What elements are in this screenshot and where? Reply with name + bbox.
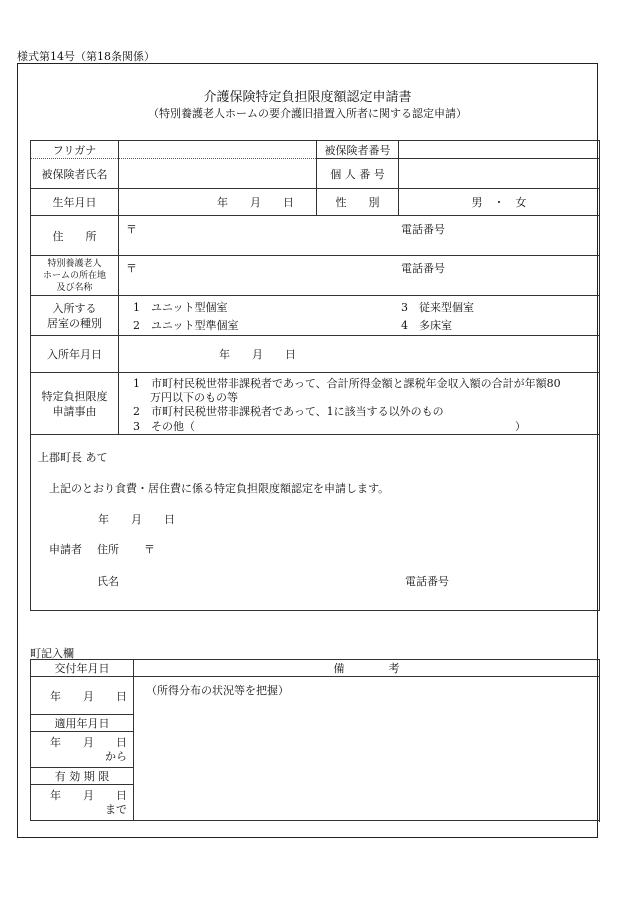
reason-option-3-close: ） (515, 420, 526, 433)
valid-period-input[interactable] (31, 785, 134, 821)
declaration-date[interactable]: 年 月 日 (98, 513, 175, 526)
address-postal-mark: 〒 (126, 223, 137, 236)
application-table (30, 140, 600, 611)
reason-options (119, 373, 600, 435)
office-use-heading: 町記入欄 (30, 647, 74, 660)
reason-option-3[interactable]: 3 その他（ (133, 420, 195, 433)
reason-option-2[interactable]: 2 市町村民税世帯非課税者であって、1に該当する以外のもの (133, 405, 444, 418)
facility-label-line3: 及び名称 (56, 282, 93, 293)
room-type-label-line2: 居室の種別 (47, 316, 102, 330)
remarks-label: 備 考 (134, 660, 600, 677)
facility-postal-mark: 〒 (126, 262, 137, 275)
form-number: 様式第14号（第18条関係） (17, 50, 155, 63)
applicant-label: 申請者 (49, 543, 82, 556)
applicant-phone-label: 電話番号 (405, 575, 449, 588)
personal-number-label: 個 人 番 号 (317, 159, 399, 189)
insured-number-label: 被保険者番号 (317, 141, 399, 159)
declaration-statement: 上記のとおり食費・居住費に係る特定負担限度額認定を申請します。 (49, 482, 390, 495)
sex-options[interactable]: 男 ・ 女 (399, 189, 600, 216)
reason-label-line1: 特定負担限度 (41, 389, 108, 403)
room-type-label (31, 296, 119, 336)
room-option-1[interactable]: 1 ユニット型個室 (133, 301, 228, 314)
facility-label-line1: 特別養護老人 (47, 258, 102, 269)
admission-date-input[interactable]: 年 月 日 (119, 336, 600, 373)
reason-label-line2: 申請事由 (52, 404, 97, 418)
reason-option-1[interactable]: 1 市町村民税世帯非課税者であって、合計所得金額と課税年金収入額の合計が年額80 (133, 377, 561, 390)
insured-name-input[interactable] (119, 159, 317, 189)
reason-label (31, 373, 119, 435)
room-type-options (119, 296, 600, 336)
facility-label (31, 256, 119, 296)
room-type-label-line1: 入所する (52, 301, 97, 315)
room-option-2[interactable]: 2 ユニット型準個室 (133, 319, 239, 332)
room-option-3[interactable]: 3 従来型個室 (401, 301, 474, 314)
apply-date-label: 適用年月日 (31, 715, 134, 732)
applicant-name-label: 氏名 (97, 575, 119, 588)
admission-date-label: 入所年月日 (31, 336, 119, 373)
address-phone-label: 電話番号 (401, 223, 445, 236)
form-subtitle: （特別養護老人ホームの要介護旧措置入所者に関する認定申請） (148, 107, 467, 120)
sex-label: 性 別 (317, 189, 399, 216)
remarks-note: （所得分布の状況等を把握） (146, 684, 289, 697)
office-use-table (30, 659, 600, 821)
birth-date-input[interactable]: 年 月 日 (119, 189, 317, 216)
insured-number-input[interactable] (399, 141, 600, 159)
facility-input[interactable] (119, 256, 600, 296)
address-input[interactable] (119, 216, 600, 256)
applicant-address-label: 住所 (97, 543, 119, 556)
apply-date-ymd: 年 月 日 (50, 735, 127, 749)
issue-date-label: 交付年月日 (31, 660, 134, 677)
apply-date-from: から (105, 749, 127, 763)
facility-phone-label: 電話番号 (401, 262, 445, 275)
remarks-input[interactable] (134, 677, 600, 821)
valid-period-ymd: 年 月 日 (50, 788, 127, 802)
insured-name-label: 被保険者氏名 (31, 159, 119, 189)
apply-date-input[interactable] (31, 732, 134, 768)
valid-period-label: 有 効 期 限 (31, 768, 134, 785)
addressee: 上郡町長 あて (38, 451, 108, 464)
applicant-postal-mark: 〒 (144, 543, 155, 556)
facility-label-line2: ホームの所在地 (42, 270, 106, 281)
personal-number-input[interactable] (399, 159, 600, 189)
room-option-4[interactable]: 4 多床室 (401, 319, 452, 332)
reason-option-1-cont: 万円以下のもの等 (150, 391, 238, 404)
form-title: 介護保険特定負担限度額認定申請書 (203, 90, 412, 105)
issue-date-input[interactable]: 年 月 日 (31, 677, 134, 715)
valid-period-until: まで (105, 802, 127, 816)
furigana-label: フリガナ (31, 141, 119, 159)
furigana-input[interactable] (119, 141, 317, 159)
declaration-block (31, 435, 600, 611)
address-label: 住 所 (31, 216, 119, 256)
birth-date-label: 生年月日 (31, 189, 119, 216)
